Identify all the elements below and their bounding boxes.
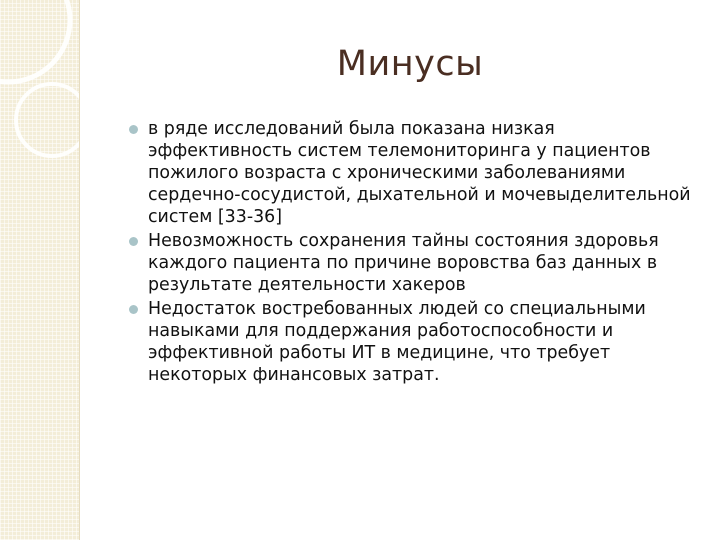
decorative-circles xyxy=(0,0,79,160)
bullet-item xyxy=(148,230,698,296)
bullet-text: в ряде исследований была показана низкая эффективность систем телемониторинга у пациентов пожилого возраста с хроническими заболеваниями сердечно-сосудистой, дыхательной и мочевыделительной систем [33-36] xyxy=(148,119,691,227)
bullet-dot-icon xyxy=(129,305,138,314)
bullet-item xyxy=(148,118,698,228)
bullet-dot-icon xyxy=(129,237,138,246)
bullet-list xyxy=(148,118,698,388)
bullet-item xyxy=(148,298,698,386)
bullet-text: Невозможность сохранения тайны состояния здоровья каждого пациента по причине воровства баз данных в результате деятельности хакеров xyxy=(148,231,659,295)
bullet-dot-icon xyxy=(129,125,138,134)
bullet-text: Недостаток востребованных людей со специальными навыками для поддержания работоспособности и эффективной работы ИТ в медицине, что требует некоторых финансовых затрат. xyxy=(148,299,646,385)
slide-title: Минусы xyxy=(336,44,484,84)
